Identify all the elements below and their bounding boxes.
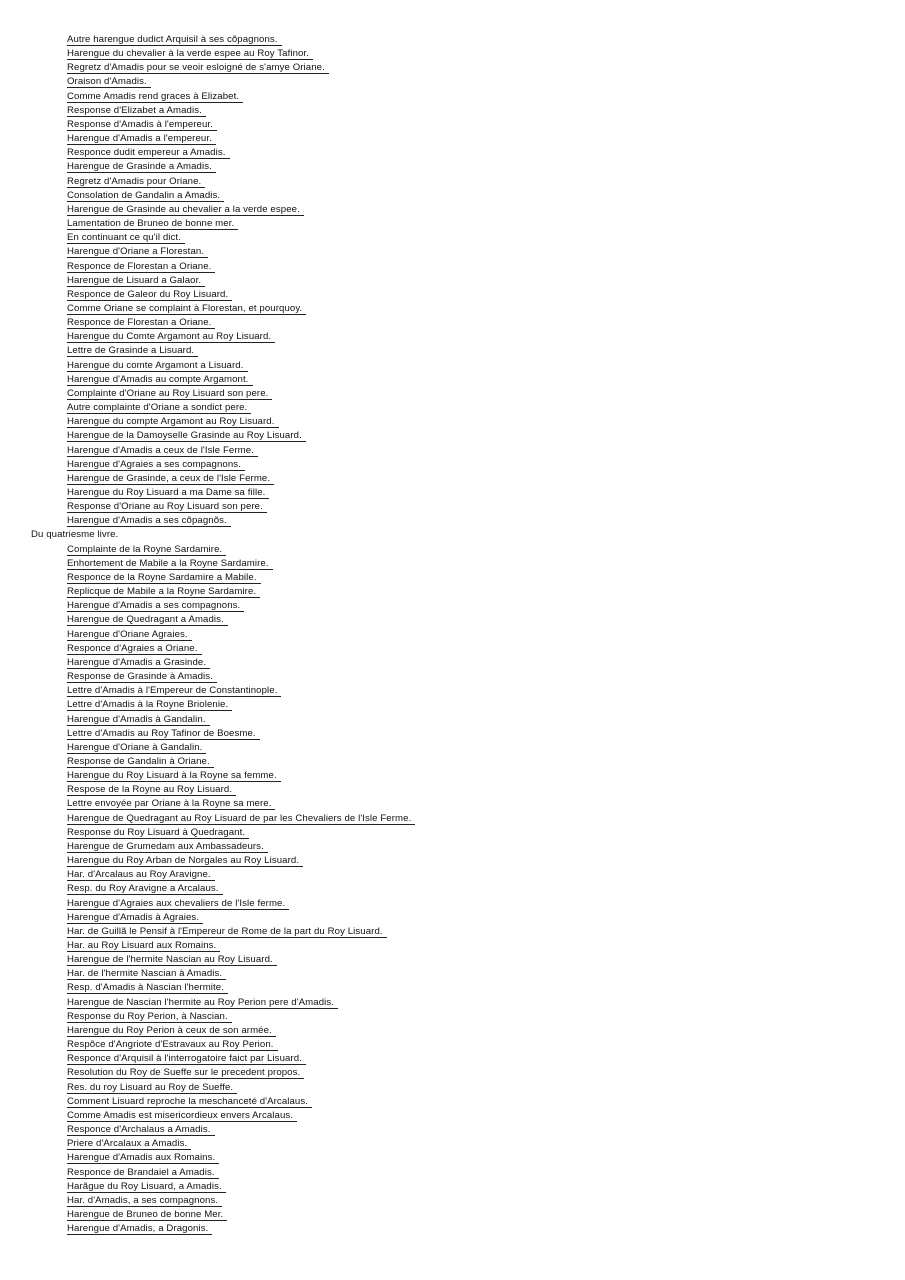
toc-entry-text: Harengue du Comte Argamont au Roy Lisuard. [67,331,275,343]
toc-entry-text: Comme Amadis rend graces à Elizabet. [67,91,243,103]
toc-entry-text: Harengue de Bruneo de bonne Mer. [67,1209,227,1221]
toc-entry-text: Harengue du compte Argamont au Roy Lisuard. [67,416,279,428]
toc-entry-text: Priere d'Arcalaux a Amadis. [67,1138,191,1150]
toc-entry [0,203,905,217]
toc-entry-text: Lettre envoyée par Oriane à la Royne sa mere. [67,798,275,810]
toc-entry [0,571,905,585]
toc-entry-text: Responce d'Agraies a Oriane. [67,643,202,655]
toc-entry [0,344,905,358]
toc-entry [0,1081,905,1095]
toc-entry [0,415,905,429]
toc-entry-text: Harengue du Roy Lisuard a ma Dame sa fille. [67,487,269,499]
toc-entry-text: Consolation de Gandalin a Amadis. [67,190,224,202]
toc-entry [0,783,905,797]
toc-entry-text: Harengue de Lisuard a Galaor. [67,275,205,287]
toc-entry-text: Har. de Guillã le Pensif à l'Empereur de Rome de la part du Roy Lisuard. [67,926,387,938]
toc-entry [0,925,905,939]
toc-entry [0,1024,905,1038]
toc-entry [0,713,905,727]
toc-entry-text: Response d'Amadis à l'empereur. [67,119,217,131]
toc-entry [0,1194,905,1208]
toc-entry-text: Harengue d'Agraies a ses compagnons. [67,459,245,471]
toc-entry-text: Har. de l'hermite Nascian à Amadis. [67,968,226,980]
toc-entry-text: Harengue d'Oriane à Gandalin. [67,742,206,754]
toc-entry-text: Resp. d'Amadis à Nascian l'hermite. [67,982,228,994]
toc-entry [0,585,905,599]
toc-entry [0,373,905,387]
toc-entry [0,741,905,755]
toc-entry-text: Harengue de Grasinde, a ceux de l'Isle Ferme. [67,473,274,485]
toc-entry [0,175,905,189]
toc-entry-text: Har. d'Arcalaus au Roy Aravigne. [67,869,215,881]
toc-entry-text: Response d'Oriane au Roy Lisuard son pere. [67,501,267,513]
toc-entry [0,1151,905,1165]
toc-entry [0,429,905,443]
toc-entry [0,245,905,259]
toc-entry [0,514,905,528]
toc-entry [0,118,905,132]
toc-entry-text: Harengue d'Amadis au compte Argamont. [67,374,253,386]
toc-entry [0,1222,905,1236]
toc-entry-text: Harengue d'Amadis à Agraies. [67,912,203,924]
toc-entry [0,472,905,486]
toc-entry-text: Harãgue du Roy Lisuard, a Amadis. [67,1181,226,1193]
toc-entry [0,1166,905,1180]
toc-entry-text: Complainte d'Oriane au Roy Lisuard son pere. [67,388,272,400]
toc-entry-text: Harengue de Quedragant au Roy Lisuard de par les Chevaliers de l'Isle Ferme. [67,813,415,825]
toc-entry [0,868,905,882]
toc-entry-text: Res. du roy Lisuard au Roy de Sueffe. [67,1082,237,1094]
toc-entry-text: Complainte de la Royne Sardamire. [67,544,226,556]
toc-entry-text: Harengue de l'hermite Nascian au Roy Lisuard. [67,954,277,966]
toc-entry [0,670,905,684]
toc-entry-text: Response du Roy Lisuard à Quedragant. [67,827,249,839]
toc-entry-text: Replicque de Mabile a la Royne Sardamire. [67,586,260,598]
toc-entry [0,628,905,642]
toc-entry [0,812,905,826]
toc-entry-text: Autre complainte d'Oriane a sondict pere. [67,402,251,414]
toc-entry [0,288,905,302]
toc-entry [0,387,905,401]
toc-entry [0,90,905,104]
section-heading-text: Du quatriesme livre. [31,529,119,541]
toc-entry [0,61,905,75]
toc-entry-text: Harengue de Grasinde a Amadis. [67,161,216,173]
toc-entry-text: Responce de Florestan a Oriane. [67,261,215,273]
toc-entry [0,231,905,245]
toc-entry-text: Comme Amadis est misericordieux envers Arcalaus. [67,1110,297,1122]
toc-entry [0,1038,905,1052]
toc-entry-text: Harengue de Quedragant a Amadis. [67,614,228,626]
toc-entry-text: Oraison d'Amadis. [67,76,151,88]
toc-entry [0,613,905,627]
toc-entry [0,444,905,458]
toc-entry-text: Lettre d'Amadis à l'Empereur de Constantinople. [67,685,281,697]
toc-entry [0,302,905,316]
toc-entry-text: Harengue d'Agraies aux chevaliers de l'Isle ferme. [67,898,289,910]
toc-entry [0,359,905,373]
toc-entry-text: Harengue du chevalier à la verde espee au Roy Tafinor. [67,48,313,60]
toc-entry-text: Responce de Brandaiel a Amadis. [67,1167,219,1179]
toc-entry-text: Harengue d'Oriane a Florestan. [67,246,208,258]
toc-entry [0,47,905,61]
toc-entry-text: Harengue d'Amadis, a Dragonis. [67,1223,212,1235]
toc-entry [0,953,905,967]
toc-entry [0,656,905,670]
toc-entry [0,897,905,911]
toc-entry-text: Harengue de Grumedam aux Ambassadeurs. [67,841,268,853]
toc-entry [0,882,905,896]
toc-entry [0,826,905,840]
toc-entry-text: Response de Grasinde à Amadis. [67,671,217,683]
toc-entry-text: Regretz d'Amadis pour Oriane. [67,176,205,188]
toc-entry [0,217,905,231]
toc-entry-text: Response du Roy Perion, à Nascian. [67,1011,232,1023]
toc-entry-text: Harengue de Grasinde au chevalier a la verde espee. [67,204,304,216]
toc-entry [0,684,905,698]
toc-entry-text: Responce d'Archalaus a Amadis. [67,1124,215,1136]
toc-entry [0,500,905,514]
toc-entry [0,939,905,953]
toc-entry [0,1123,905,1137]
toc-entry [0,1109,905,1123]
toc-entry-text: Harengue d'Amadis à Gandalin. [67,714,210,726]
toc-entry-text: Harengue d'Amadis a ses compagnons. [67,600,244,612]
toc-entry [0,854,905,868]
toc-entry-text: Resp. du Roy Aravigne a Arcalaus. [67,883,223,895]
toc-entry [0,75,905,89]
toc-entry [0,1180,905,1194]
toc-entry [0,557,905,571]
toc-entry-text: Harengue du comte Argamont a Lisuard. [67,360,248,372]
toc-entry [0,543,905,557]
table-of-contents [0,33,905,1236]
toc-entry-text: Harengue d'Amadis a Grasinde. [67,657,210,669]
toc-entry [0,1010,905,1024]
toc-entry-text: Autre harengue dudict Arquisil à ses cõpagnons. [67,34,282,46]
toc-entry-text: Harengue d'Amadis a ses cõpagnõs. [67,515,231,527]
toc-entry-text: Harengue du Roy Arban de Norgales au Roy Lisuard. [67,855,303,867]
toc-entry [0,33,905,47]
toc-entry-text: Responce dudit empereur a Amadis. [67,147,230,159]
toc-entry-text: Responce de Galeor du Roy Lisuard. [67,289,232,301]
toc-entry [0,996,905,1010]
toc-entry-text: Responce de la Royne Sardamire a Mabile. [67,572,261,584]
toc-entry-text: Responce d'Arquisil à l'interrogatoire faict par Lisuard. [67,1053,306,1065]
toc-entry-text: Lettre d'Amadis à la Royne Briolenie. [67,699,232,711]
toc-entry-text: Harengue d'Amadis aux Romains. [67,1152,219,1164]
toc-entry-text: Respõce d'Angriote d'Estravaux au Roy Perion. [67,1039,278,1051]
toc-entry-text: Enhortement de Mabile a la Royne Sardamire. [67,558,273,570]
toc-entry-text: Harengue de la Damoyselle Grasinde au Roy Lisuard. [67,430,306,442]
toc-entry [0,599,905,613]
toc-entry-text: Responce de Florestan a Oriane. [67,317,215,329]
toc-entry-text: Har. au Roy Lisuard aux Romains. [67,940,220,952]
toc-entry-text: Harengue d'Amadis a ceux de l'Isle Ferme. [67,445,258,457]
toc-entry [0,132,905,146]
toc-entry [0,769,905,783]
toc-entry [0,967,905,981]
toc-entry-text: Harengue d'Amadis a l'empereur. [67,133,216,145]
toc-entry [0,797,905,811]
toc-entry [0,1066,905,1080]
toc-entry [0,1095,905,1109]
toc-entry [0,316,905,330]
toc-entry-text: En continuant ce qu'il dict. [67,232,185,244]
toc-entry-text: Harengue de Nascian l'hermite au Roy Perion pere d'Amadis. [67,997,338,1009]
toc-entry [0,486,905,500]
toc-entry [0,1137,905,1151]
toc-entry-text: Comme Oriane se complaint à Florestan, et pourquoy. [67,303,306,315]
toc-entry [0,981,905,995]
toc-entry [0,1208,905,1222]
toc-entry [0,1052,905,1066]
toc-entry-text: Lettre de Grasinde a Lisuard. [67,345,198,357]
toc-entry [0,727,905,741]
toc-entry [0,104,905,118]
toc-entry-text: Harengue du Roy Perion à ceux de son armée. [67,1025,276,1037]
toc-entry [0,642,905,656]
section-heading [0,528,905,542]
toc-entry-text: Har. d'Amadis, a ses compagnons. [67,1195,222,1207]
toc-entry-text: Lettre d'Amadis au Roy Tafinor de Boesme. [67,728,260,740]
toc-entry [0,840,905,854]
toc-entry-text: Regretz d'Amadis pour se veoir esloigné de s'amye Oriane. [67,62,329,74]
toc-entry [0,260,905,274]
toc-entry-text: Resolution du Roy de Sueffe sur le precedent propos. [67,1067,304,1079]
toc-entry [0,274,905,288]
toc-entry-text: Harengue d'Oriane Agraies. [67,629,192,641]
toc-entry [0,189,905,203]
toc-entry-text: Response de Gandalin à Oriane. [67,756,214,768]
toc-entry-text: Respose de la Royne au Roy Lisuard. [67,784,236,796]
toc-entry [0,755,905,769]
toc-entry [0,911,905,925]
toc-entry [0,160,905,174]
toc-entry [0,458,905,472]
toc-entry-text: Comment Lisuard reproche la meschanceté d'Arcalaus. [67,1096,312,1108]
toc-entry-text: Lamentation de Bruneo de bonne mer. [67,218,238,230]
toc-entry-text: Harengue du Roy Lisuard à la Royne sa femme. [67,770,281,782]
toc-entry-text: Response d'Elizabet a Amadis. [67,105,206,117]
toc-entry [0,698,905,712]
toc-entry [0,330,905,344]
toc-entry [0,401,905,415]
toc-entry [0,146,905,160]
